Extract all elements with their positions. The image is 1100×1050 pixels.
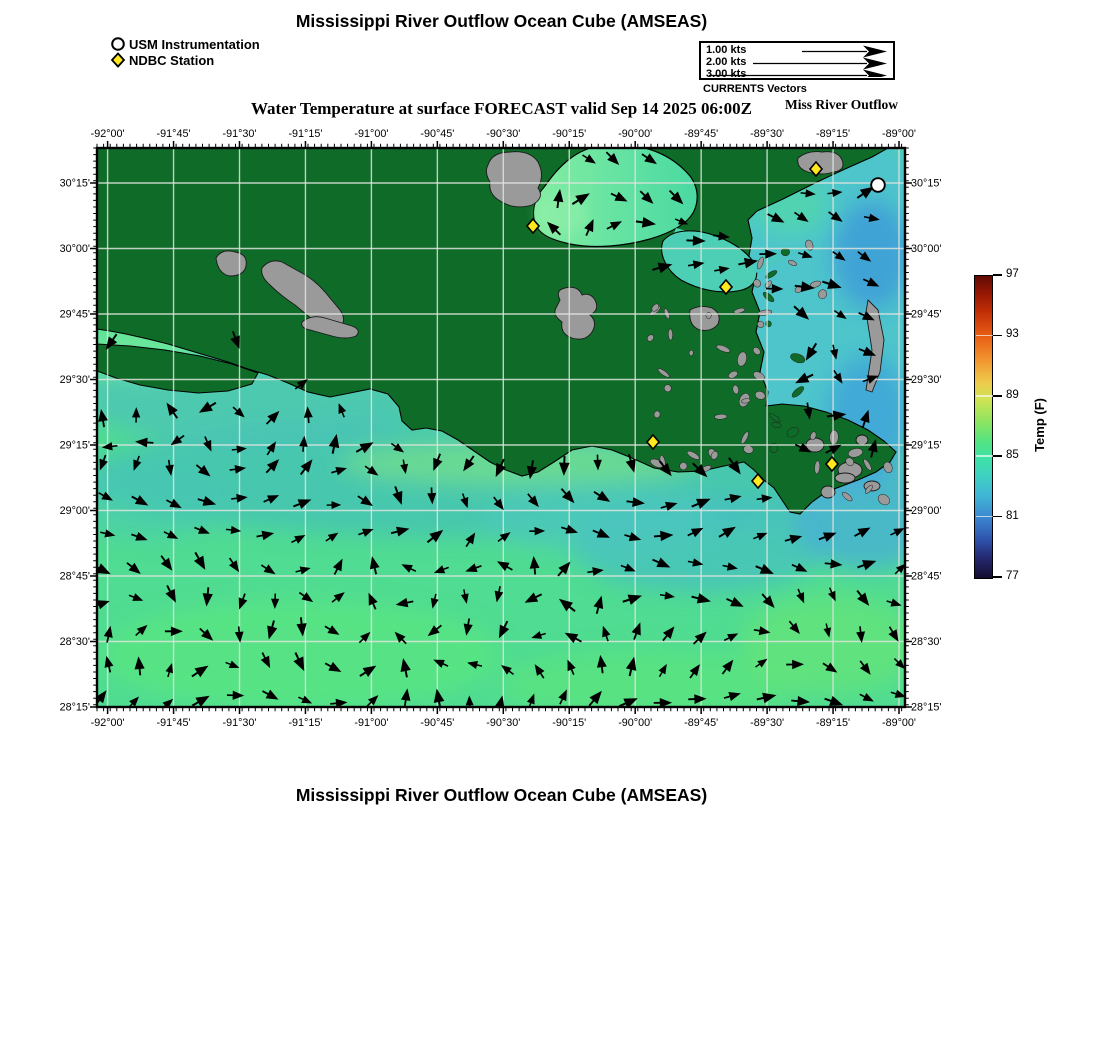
y-tick-label: 30°15'	[59, 177, 90, 190]
vector-legend-label-2: 2.00 kts	[706, 56, 747, 68]
colorbar	[974, 275, 993, 579]
colorbar-tick-label: 93	[1006, 328, 1019, 341]
y-tick-label: 28°45'	[59, 570, 90, 583]
x-tick-label: -91°30'	[222, 128, 257, 140]
x-tick-label: -92°00'	[90, 128, 125, 140]
x-tick-label: -90°00'	[618, 128, 653, 140]
colorbar-gridline	[976, 395, 993, 397]
colorbar-gridline	[976, 516, 993, 518]
vector-legend-caption: CURRENTS Vectors	[703, 83, 807, 95]
colorbar-tick	[993, 576, 1002, 578]
colorbar-tick	[993, 395, 1002, 397]
colorbar-gridline	[976, 335, 993, 337]
x-tick-label: -89°45'	[684, 128, 719, 140]
usm-marker-icon	[110, 36, 126, 52]
y-tick-label: 28°45'	[911, 570, 942, 583]
y-tick-label: 29°00'	[59, 505, 90, 518]
x-tick-label: -90°30'	[486, 717, 521, 729]
legend-ndbc-label: NDBC Station	[129, 52, 215, 68]
x-tick-label: -91°15'	[288, 128, 323, 140]
colorbar-tick-label: 77	[1006, 570, 1019, 582]
colorbar-tick	[993, 516, 1002, 518]
x-tick-label: -90°15'	[552, 128, 587, 140]
y-tick-label: 29°15'	[59, 439, 90, 452]
colorbar-label: Temp (F)	[1032, 398, 1047, 452]
x-tick-label: -90°15'	[552, 717, 587, 729]
y-tick-label: 30°15'	[911, 177, 942, 190]
x-tick-label: -91°30'	[222, 717, 257, 729]
colorbar-tick-label: 81	[1006, 509, 1019, 522]
y-tick-label: 28°15'	[911, 701, 942, 714]
x-tick-label: -91°45'	[156, 717, 191, 729]
forecast-subtitle: Water Temperature at surface FORECAST valid Sep 14 2025 06:00Z	[250, 99, 753, 118]
y-tick-label: 29°45'	[911, 308, 942, 321]
marsh-speckle	[781, 248, 790, 256]
colorbar-tick-label: 97	[1006, 268, 1019, 280]
usm-station-marker	[871, 178, 885, 192]
x-tick-label: -91°00'	[354, 128, 389, 140]
colorbar-tick-label: 85	[1006, 449, 1019, 462]
x-tick-label: -89°00'	[882, 128, 916, 140]
x-tick-label: -90°30'	[486, 128, 521, 140]
legend-ndbc-row	[110, 52, 260, 68]
legend-usm-row	[110, 36, 260, 52]
x-tick-label: -90°45'	[420, 717, 455, 729]
x-tick-label: -92°00'	[90, 717, 125, 729]
colorbar-tick	[993, 335, 1002, 337]
colorbar-tick-label: 89	[1006, 388, 1019, 401]
x-tick-label: -90°00'	[618, 717, 653, 729]
y-tick-label: 29°00'	[911, 505, 942, 518]
x-tick-label: -91°45'	[156, 128, 191, 140]
y-tick-label: 29°45'	[59, 308, 90, 321]
marsh-speckle	[689, 350, 694, 356]
marsh-speckle	[714, 414, 727, 420]
footer-title: Mississippi River Outflow Ocean Cube (AMSEAS)	[295, 785, 708, 805]
y-tick-label: 30°00'	[59, 243, 90, 256]
y-tick-label: 29°30'	[59, 374, 90, 387]
legend-usm-label: USM Instrumentation	[129, 36, 260, 52]
station-legend	[110, 36, 260, 68]
x-tick-label: -91°15'	[288, 717, 323, 729]
x-tick-label: -90°45'	[420, 128, 455, 140]
y-tick-label: 29°15'	[911, 439, 942, 452]
colorbar-tick	[993, 274, 1002, 276]
marsh-speckle	[668, 329, 673, 340]
x-tick-label: -89°00'	[882, 717, 916, 729]
y-tick-label: 28°30'	[59, 636, 90, 649]
x-tick-label: -89°30'	[750, 128, 785, 140]
page-title: Mississippi River Outflow Ocean Cube (AMSEAS)	[295, 11, 708, 31]
x-tick-label: -89°30'	[750, 717, 785, 729]
y-tick-label: 30°00'	[911, 243, 942, 256]
region-label: Miss River Outflow	[785, 97, 898, 112]
vector-legend-label-1: 1.00 kts	[706, 44, 747, 56]
x-tick-label: -91°00'	[354, 717, 389, 729]
vector-legend-box	[699, 41, 895, 80]
colorbar-gridline	[976, 455, 993, 457]
x-tick-label: -89°15'	[816, 128, 851, 140]
vector-legend-arrows	[701, 43, 892, 77]
y-tick-label: 29°30'	[911, 374, 942, 387]
y-tick-label: 28°15'	[59, 701, 90, 714]
y-tick-label: 28°30'	[911, 636, 942, 649]
vector-legend-label-3: 3.00 kts	[706, 68, 747, 80]
ndbc-marker-icon	[110, 52, 126, 68]
colorbar-tick	[993, 455, 1002, 457]
x-tick-label: -89°15'	[816, 717, 851, 729]
x-tick-label: -89°45'	[684, 717, 719, 729]
